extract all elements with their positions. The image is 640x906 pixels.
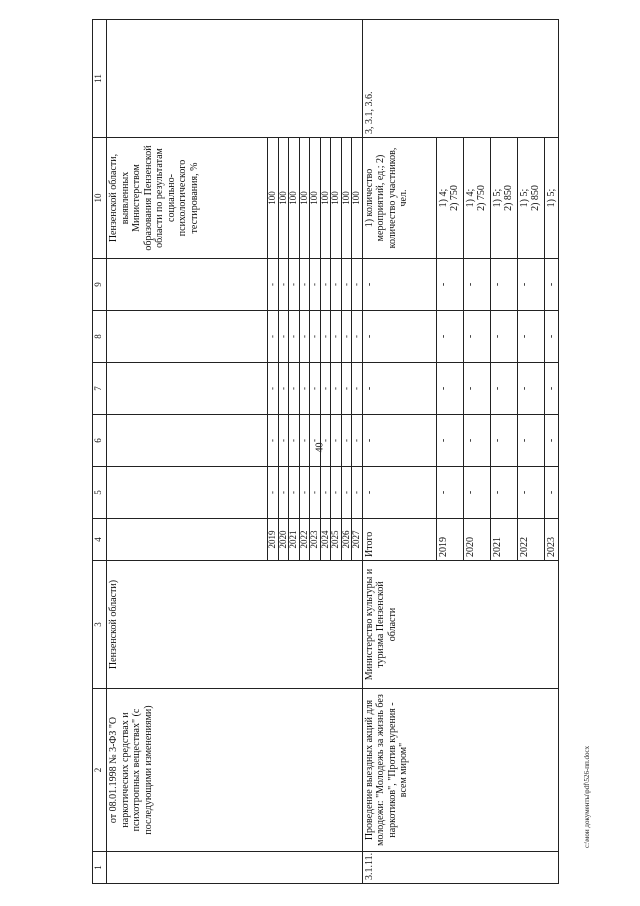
cell-value: -	[341, 259, 352, 311]
cell-value: -	[490, 467, 517, 519]
cell-year: 2021	[490, 519, 517, 561]
column-number: 5	[93, 467, 107, 519]
indicator-value-1: 1) 4;	[464, 188, 476, 208]
cell-value: -	[320, 415, 331, 467]
cell-value: -	[517, 415, 544, 467]
cell-indicator-value: 100	[289, 138, 300, 259]
indicator-value-2: 2) 850	[530, 185, 541, 211]
program-activities-table	[92, 19, 559, 884]
cell-value: -	[490, 259, 517, 311]
column-number: 8	[93, 311, 107, 363]
cell-value: -	[352, 259, 363, 311]
indicator-value-1: 1) 5;	[491, 188, 503, 208]
cell-value: -	[320, 259, 331, 311]
cell-value: -	[310, 259, 321, 311]
cell-value: -	[544, 467, 559, 519]
cell-value: -	[463, 311, 490, 363]
cell-year: 2020	[278, 519, 289, 561]
cell-activity-name: от 08.01.1998 № 3-ФЗ "О наркотических средствах и психотропных веществах" (с последующими изменениями)	[107, 689, 363, 852]
cell-value: -	[331, 311, 342, 363]
cell-year: 2025	[331, 519, 342, 561]
table-row	[362, 20, 436, 884]
cell-value: -	[299, 415, 310, 467]
table-row	[107, 20, 268, 884]
indicator-value-2: 2) 750	[449, 185, 460, 211]
footer-file-path: c:\мои документы\pdf\526-пп.docx	[583, 745, 591, 848]
cell-value: -	[352, 467, 363, 519]
column-number: 4	[93, 519, 107, 561]
cell-value: -	[544, 415, 559, 467]
column-number: 3	[93, 561, 107, 689]
cell-value: -	[310, 467, 321, 519]
column-number: 2	[93, 689, 107, 852]
cell-value: -	[310, 311, 321, 363]
cell-value: -	[436, 259, 463, 311]
column-numbers-row	[93, 20, 107, 884]
cell-links	[107, 20, 363, 138]
cell-value: -	[268, 363, 279, 415]
cell-year: 2024	[320, 519, 331, 561]
cell-year: 2023	[544, 519, 559, 561]
cell-indicator-value: 100	[352, 138, 363, 259]
cell-indicator-values	[517, 138, 544, 259]
cell-value: -	[341, 363, 352, 415]
cell-value: -	[352, 415, 363, 467]
cell-value: -	[544, 259, 559, 311]
cell-total-label: Итого	[362, 519, 436, 561]
cell-indicator-value: 100	[268, 138, 279, 259]
cell-value: -	[310, 415, 321, 467]
cell-empty	[107, 259, 268, 311]
cell-indicator-values	[544, 138, 559, 259]
cell-value: -	[278, 415, 289, 467]
cell-value: -	[320, 363, 331, 415]
cell-value: -	[352, 363, 363, 415]
cell-indicator-value: 100	[331, 138, 342, 259]
cell-value: -	[331, 467, 342, 519]
cell-value: -	[268, 467, 279, 519]
cell-indicator-value: 100	[278, 138, 289, 259]
cell-number	[107, 852, 363, 884]
cell-value: -	[463, 363, 490, 415]
cell-value: -	[517, 363, 544, 415]
cell-value: -	[299, 311, 310, 363]
cell-value: -	[436, 363, 463, 415]
cell-empty	[107, 415, 268, 467]
cell-value: -	[268, 259, 279, 311]
cell-value: -	[544, 363, 559, 415]
cell-indicator-values	[436, 138, 463, 259]
cell-value: -	[352, 311, 363, 363]
cell-indicator-value: 100	[299, 138, 310, 259]
cell-value: -	[463, 467, 490, 519]
column-number: 6	[93, 415, 107, 467]
cell-executor: Министерство культуры и туризма Пензенской области	[362, 561, 559, 689]
cell-value: -	[490, 415, 517, 467]
cell-value: -	[436, 311, 463, 363]
cell-year: 2026	[341, 519, 352, 561]
rotated-table-container	[92, 20, 557, 884]
cell-value: -	[362, 363, 436, 415]
cell-value: -	[517, 259, 544, 311]
cell-value: -	[289, 363, 300, 415]
cell-value: -	[331, 415, 342, 467]
cell-value: -	[268, 311, 279, 363]
column-number: 10	[93, 138, 107, 259]
cell-value: -	[436, 415, 463, 467]
cell-value: -	[278, 363, 289, 415]
cell-indicator: Пензенской области, выявленных Министерством образования Пензенской области по результатам социально-психологического тестирования, %	[107, 138, 268, 259]
cell-value: -	[268, 415, 279, 467]
cell-indicator-value: 100	[341, 138, 352, 259]
cell-year: 2027	[352, 519, 363, 561]
cell-value: -	[341, 467, 352, 519]
cell-value: -	[289, 259, 300, 311]
cell-indicator: 1) количество мероприятий, ед.; 2) количество участников, чел.	[362, 138, 436, 259]
cell-indicator-values	[463, 138, 490, 259]
cell-year: 2021	[289, 519, 300, 561]
cell-value: -	[490, 363, 517, 415]
cell-value: -	[320, 311, 331, 363]
indicator-value-1: 1) 4;	[437, 188, 449, 208]
cell-value: -	[517, 467, 544, 519]
cell-value: -	[278, 259, 289, 311]
indicator-value-1: 1) 5;	[518, 188, 530, 208]
cell-empty	[107, 519, 268, 561]
indicator-value-2: 2) 750	[476, 185, 487, 211]
cell-value: -	[362, 467, 436, 519]
cell-value: -	[278, 467, 289, 519]
cell-value: -	[463, 415, 490, 467]
cell-value: -	[299, 467, 310, 519]
cell-activity-name: Проведение выездных акций для молодежи: "Молодежь за жизнь без наркотиков", "Против курения - всем миром"	[362, 689, 559, 852]
cell-indicator-value: 100	[310, 138, 321, 259]
cell-year: 2020	[463, 519, 490, 561]
indicator-value-1: 1) 5;	[545, 188, 557, 208]
cell-empty	[107, 467, 268, 519]
cell-links: 3, 3.1, 3.6.	[362, 20, 559, 138]
column-number: 7	[93, 363, 107, 415]
cell-value: -	[289, 467, 300, 519]
cell-value: -	[278, 311, 289, 363]
cell-year: 2019	[436, 519, 463, 561]
cell-value: -	[490, 311, 517, 363]
cell-value: -	[362, 259, 436, 311]
cell-empty	[107, 363, 268, 415]
cell-value: -	[289, 311, 300, 363]
cell-year: 2022	[299, 519, 310, 561]
column-number: 9	[93, 259, 107, 311]
cell-value: -	[362, 311, 436, 363]
cell-executor: Пензенской области)	[107, 561, 363, 689]
cell-value: -	[463, 259, 490, 311]
cell-empty	[107, 311, 268, 363]
cell-value: -	[436, 467, 463, 519]
cell-value: -	[331, 363, 342, 415]
cell-value: -	[289, 415, 300, 467]
cell-year: 2023	[310, 519, 321, 561]
cell-indicator-value: 100	[320, 138, 331, 259]
cell-year: 2019	[268, 519, 279, 561]
cell-year: 2022	[517, 519, 544, 561]
cell-value: -	[341, 311, 352, 363]
page-number: 40	[314, 442, 326, 453]
cell-value: -	[362, 415, 436, 467]
indicator-value-2: 2) 850	[503, 185, 514, 211]
column-number: 1	[93, 852, 107, 884]
column-number: 11	[93, 20, 107, 138]
cell-value: -	[544, 311, 559, 363]
cell-value: -	[331, 259, 342, 311]
cell-value: -	[299, 259, 310, 311]
cell-value: -	[517, 311, 544, 363]
cell-value: -	[341, 415, 352, 467]
cell-indicator-values	[490, 138, 517, 259]
cell-value: -	[299, 363, 310, 415]
cell-value: -	[320, 467, 331, 519]
cell-value: -	[310, 363, 321, 415]
cell-number: 3.1.11.	[362, 852, 559, 884]
